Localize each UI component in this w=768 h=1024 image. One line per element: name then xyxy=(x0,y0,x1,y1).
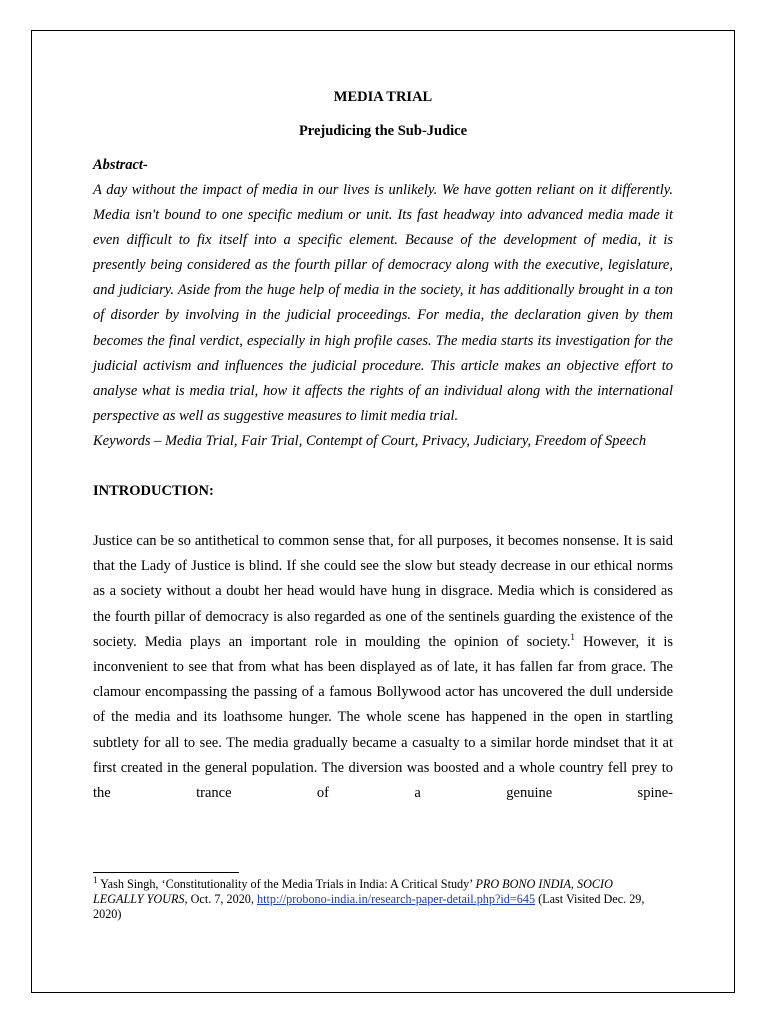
abstract-body: A day without the impact of media in our lives is unlikely. We have gotten reliant on it differently. Media isn't bound to one specific medium or unit. Its fast headway into advanced media made it even difficult to fix itself into a specific element. Because of the development of media, it is presently being considered as the fourth pillar of democracy along with the executive, legislature, and judiciary. Aside from the huge help of media in the society, it has additionally brought in a ton of disorder by involving in the judicial proceedings. For media, the declaration given by them becomes the final verdict, especially in high profile cases. The media starts its investigation for the judicial activism and influences the judicial procedure. This article makes an objective effort to analyse what is media trial, how it affects the rights of an individual along with the international perspective as well as suggestive measures to limit media trial. xyxy=(93,182,673,424)
footnote-separator xyxy=(93,872,239,873)
document-title: MEDIA TRIAL xyxy=(333,89,433,105)
keywords: Keywords – Media Trial, Fair Trial, Contempt of Court, Privacy, Judiciary, Freedom of Speech xyxy=(93,432,647,449)
page-content xyxy=(93,85,673,806)
footnote-1 xyxy=(93,874,661,922)
footnote-source: PRO BONO INDIA, SOCIO LEGALLY YOURS xyxy=(93,877,613,906)
footnote-text-after: (Last Visited Dec. 29, 2020) xyxy=(93,892,645,921)
introduction-heading: INTRODUCTION: xyxy=(93,483,214,500)
footnote-text-mid: , Oct. 7, 2020, xyxy=(184,892,257,906)
introduction-text-part2: However, it is inconvenient to see that from what has been displayed as of late, it has fallen far from grace. The clamour encompassing the passing of a famous Bollywood actor has uncovered the dull underside of the media and its loathsome hunger. The whole scene has happened in the open in startling subtlety for all to see. The media gradually became a casualty to a similar horde mindset that it at first created in the general population. The diversion was boosted and a whole country fell prey to the trance of a genuine spine- xyxy=(93,633,674,802)
introduction-text-part1: Justice can be so antithetical to common sense that, for all purposes, it becomes nonsense. It is said that the Lady of Justice is blind. If she could see the slow but steady decrease in our ethical norms as a society without a doubt her head would have hung in disgrace. Media which is considered as the fourth pillar of democracy is also regarded as one of the sentinels guarding the existence of the society. Media plays an important role in moulding the opinion of society. xyxy=(93,533,673,650)
footnote-ref-1[interactable]: 1 xyxy=(570,632,575,643)
footnote-number: 1 xyxy=(93,874,98,885)
document-subtitle: Prejudicing the Sub-Judice xyxy=(298,123,468,139)
introduction-paragraph xyxy=(93,529,673,806)
footnote-text-before: Yash Singh, ‘Constitutionality of the Media Trials in India: A Critical Study’ xyxy=(97,877,476,891)
footnote-link[interactable]: http://probono-india.in/research-paper-detail.php?id=645 xyxy=(256,892,536,906)
abstract-heading: Abstract- xyxy=(93,157,148,173)
